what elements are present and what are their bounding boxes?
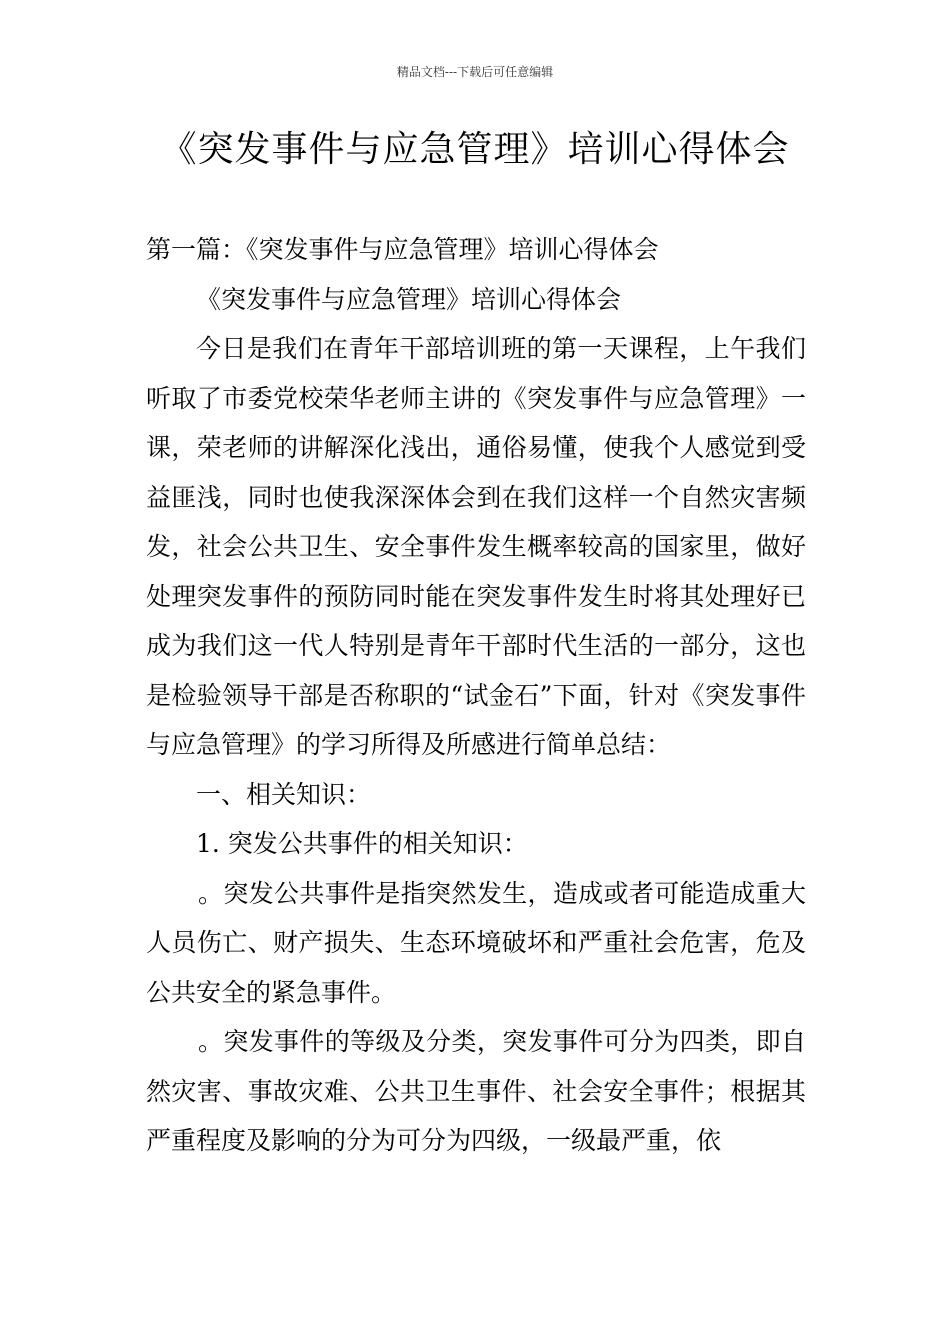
list-item-heading: 1. 突发公共事件的相关知识：: [196, 829, 528, 858]
section-heading: 一、相关知识：: [196, 779, 372, 809]
intro-paragraph: 今日是我们在青年干部培训班的第一天课程，上午我们听取了市委党校荣华老师主讲的《突发事件与应急管理》一课，荣老师的讲解深化浅出，通俗易懂，使我个人感觉到受益匪浅，同时也使我深深体会到在我们这样一个自然灾害频发，社会公共卫生、安全事件发生概率较高的国家里，做好处理突发事件的预防同时能在突发事件发生时将其处理好已成为我们这一代人特别是青年干部时代生活的一部分，这也是检验领导干部是否称职的“试金石”下面，针对《突发事件与应急管理》的学习所得及所感进行简单总结：: [146, 334, 806, 759]
header-note: 精品文档---下载后可任意编辑: [396, 65, 554, 79]
document-body: [146, 225, 806, 1166]
document-title: 《突发事件与应急管理》培训心得体会: [160, 129, 790, 170]
bullet-paragraph-definition: 。突发公共事件是指突然发生，造成或者可能造成重大人员伤亡、财产损失、生态环境破坏和严重社会危害，危及公共安全的紧急事件。: [146, 878, 806, 1007]
chapter-heading: 第一篇：《突发事件与应急管理》培训心得体会: [146, 235, 659, 264]
sub-title: 《突发事件与应急管理》培训心得体会: [196, 284, 622, 314]
bullet-paragraph-classification: 。突发事件的等级及分类，突发事件可分为四类，即自然灾害、事故灾难、公共卫生事件、社会安全事件；根据其严重程度及影响的分为可分为四级，一级最严重，依: [146, 1027, 806, 1155]
